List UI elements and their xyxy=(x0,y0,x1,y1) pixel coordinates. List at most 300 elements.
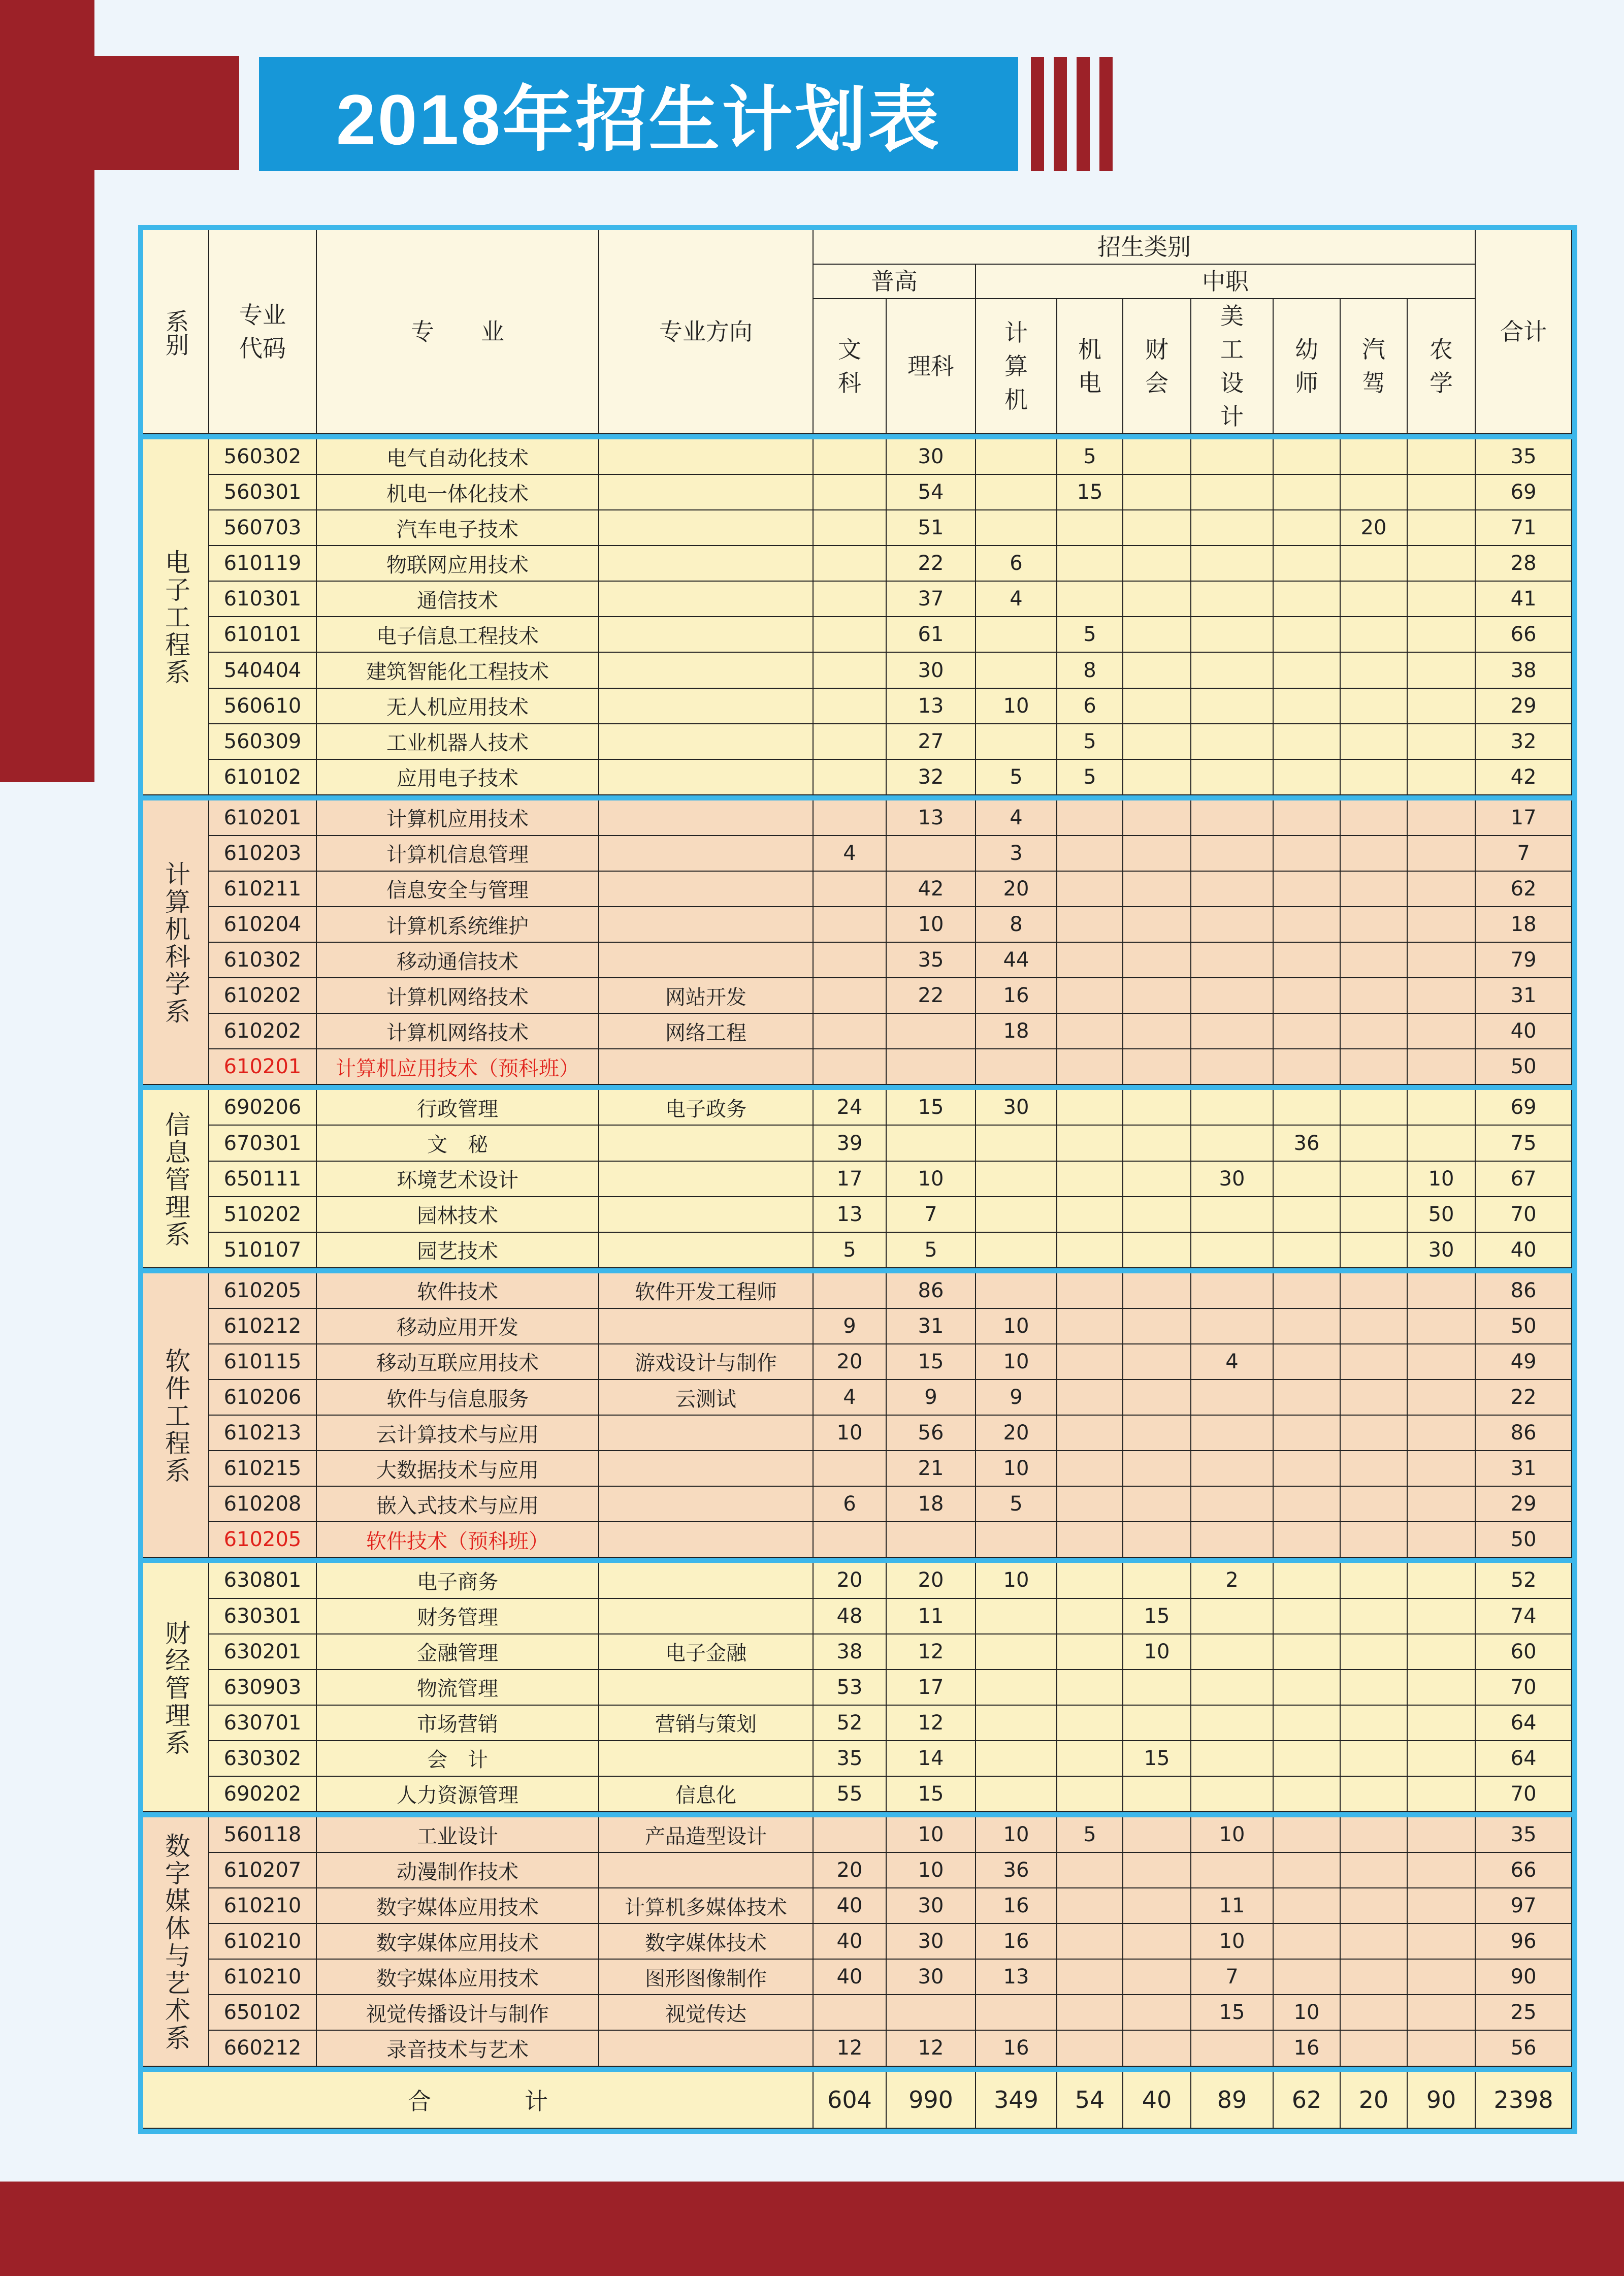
direction-cell xyxy=(599,943,814,978)
direction-cell xyxy=(599,1049,814,1085)
value-cell: 21 xyxy=(887,1451,976,1487)
value-cell: 12 xyxy=(814,2031,887,2066)
value-cell xyxy=(1057,1162,1123,1197)
grand-total: 2398 xyxy=(1476,2072,1572,2129)
row-total-cell: 70 xyxy=(1476,1670,1572,1706)
value-cell: 12 xyxy=(887,1706,976,1741)
value-cell xyxy=(887,1049,976,1085)
table-row xyxy=(143,1197,1572,1233)
value-cell: 16 xyxy=(976,2031,1057,2066)
value-cell xyxy=(1274,724,1341,760)
value-cell xyxy=(1123,800,1191,836)
direction-cell xyxy=(599,1197,814,1233)
code-cell: 610212 xyxy=(209,1309,317,1344)
direction-cell xyxy=(599,510,814,546)
value-cell: 15 xyxy=(887,1344,976,1380)
value-cell: 12 xyxy=(887,1634,976,1670)
table-row xyxy=(143,1634,1572,1670)
value-cell xyxy=(1341,1380,1408,1416)
value-cell xyxy=(1274,1487,1341,1522)
value-cell xyxy=(1191,872,1274,907)
major-cell: 机电一体化技术 xyxy=(317,475,599,510)
value-cell xyxy=(1274,1197,1341,1233)
value-cell xyxy=(1123,1924,1191,1960)
value-cell xyxy=(1123,1344,1191,1380)
value-cell xyxy=(1341,836,1408,872)
totals-value: 40 xyxy=(1123,2072,1191,2129)
major-cell: 计算机应用技术（预科班） xyxy=(317,1049,599,1085)
header-col: 美工设计 xyxy=(1191,299,1274,434)
value-cell xyxy=(1191,1416,1274,1451)
value-cell: 51 xyxy=(887,510,976,546)
value-cell xyxy=(814,439,887,475)
value-cell xyxy=(1191,439,1274,475)
value-cell xyxy=(1274,1670,1341,1706)
major-cell: 财务管理 xyxy=(317,1599,599,1634)
value-cell xyxy=(1191,1309,1274,1344)
row-total-cell: 66 xyxy=(1476,617,1572,653)
major-cell: 通信技术 xyxy=(317,582,599,617)
value-cell xyxy=(1408,907,1476,943)
code-cell: 610202 xyxy=(209,978,317,1014)
header-vocational: 中职 xyxy=(976,265,1476,299)
value-cell xyxy=(1341,1634,1408,1670)
table-row xyxy=(143,1049,1572,1085)
value-cell xyxy=(1408,1416,1476,1451)
value-cell xyxy=(1191,546,1274,582)
row-total-cell: 40 xyxy=(1476,1014,1572,1049)
value-cell xyxy=(1341,1995,1408,2031)
value-cell xyxy=(1408,978,1476,1014)
row-total-cell: 56 xyxy=(1476,2031,1572,2066)
direction-cell: 网站开发 xyxy=(599,978,814,1014)
value-cell xyxy=(1057,1309,1123,1344)
header-col: 汽驾 xyxy=(1341,299,1408,434)
row-total-cell: 86 xyxy=(1476,1273,1572,1309)
major-cell: 数字媒体应用技术 xyxy=(317,1888,599,1924)
value-cell xyxy=(1191,836,1274,872)
row-total-cell: 18 xyxy=(1476,907,1572,943)
value-cell xyxy=(1341,1162,1408,1197)
value-cell xyxy=(1408,1924,1476,1960)
value-cell: 55 xyxy=(814,1777,887,1812)
table-body xyxy=(143,434,1572,2129)
value-cell: 27 xyxy=(887,724,976,760)
value-cell: 30 xyxy=(887,439,976,475)
value-cell: 10 xyxy=(976,1451,1057,1487)
direction-cell: 图形图像制作 xyxy=(599,1960,814,1995)
title-stripe xyxy=(1054,57,1067,171)
row-total-cell: 74 xyxy=(1476,1599,1572,1634)
totals-value: 90 xyxy=(1408,2072,1476,2129)
value-cell xyxy=(1341,1563,1408,1598)
direction-cell: 营销与策划 xyxy=(599,1706,814,1741)
value-cell xyxy=(1057,800,1123,836)
table-row xyxy=(143,1706,1572,1741)
table-row xyxy=(143,1014,1572,1049)
value-cell: 10 xyxy=(976,689,1057,724)
value-cell: 10 xyxy=(1191,1924,1274,1960)
value-cell xyxy=(814,800,887,836)
value-cell xyxy=(1274,1344,1341,1380)
value-cell: 30 xyxy=(976,1090,1057,1126)
direction-cell xyxy=(599,1416,814,1451)
code-cell: 610203 xyxy=(209,836,317,872)
direction-cell: 电子政务 xyxy=(599,1090,814,1126)
value-cell xyxy=(1191,582,1274,617)
code-cell: 510107 xyxy=(209,1233,317,1268)
value-cell: 30 xyxy=(887,1924,976,1960)
value-cell xyxy=(1057,1924,1123,1960)
value-cell xyxy=(1408,724,1476,760)
direction-cell: 计算机多媒体技术 xyxy=(599,1888,814,1924)
value-cell: 50 xyxy=(1408,1197,1476,1233)
value-cell: 7 xyxy=(887,1197,976,1233)
value-cell xyxy=(1123,546,1191,582)
value-cell xyxy=(1123,653,1191,688)
value-cell: 10 xyxy=(1408,1162,1476,1197)
value-cell xyxy=(1408,1090,1476,1126)
value-cell xyxy=(1341,1049,1408,1085)
value-cell xyxy=(1057,907,1123,943)
table-row xyxy=(143,760,1572,795)
code-cell: 630903 xyxy=(209,1670,317,1706)
direction-cell xyxy=(599,1309,814,1344)
value-cell xyxy=(1274,943,1341,978)
value-cell xyxy=(1341,582,1408,617)
value-cell xyxy=(1191,617,1274,653)
value-cell xyxy=(1191,1522,1274,1558)
code-cell: 630801 xyxy=(209,1563,317,1598)
value-cell xyxy=(1057,546,1123,582)
value-cell xyxy=(814,1817,887,1853)
header-col: 农学 xyxy=(1408,299,1476,434)
direction-cell: 信息化 xyxy=(599,1777,814,1812)
value-cell xyxy=(1408,1670,1476,1706)
major-cell: 市场营销 xyxy=(317,1706,599,1741)
value-cell xyxy=(976,1599,1057,1634)
table-header xyxy=(143,230,1572,434)
value-cell xyxy=(1123,439,1191,475)
left-red-band xyxy=(0,0,94,782)
value-cell xyxy=(1341,1888,1408,1924)
table-row xyxy=(143,1090,1572,1126)
major-cell: 物联网应用技术 xyxy=(317,546,599,582)
value-cell xyxy=(1057,1888,1123,1924)
value-cell: 18 xyxy=(887,1487,976,1522)
major-cell: 汽车电子技术 xyxy=(317,510,599,546)
value-cell xyxy=(1057,1344,1123,1380)
table-row xyxy=(143,1233,1572,1268)
value-cell xyxy=(1408,1634,1476,1670)
table-row xyxy=(143,1817,1572,1853)
value-cell xyxy=(1057,1706,1123,1741)
direction-cell xyxy=(599,1599,814,1634)
value-cell: 20 xyxy=(814,1853,887,1888)
direction-cell xyxy=(599,2031,814,2066)
value-cell xyxy=(1191,1380,1274,1416)
code-cell: 560610 xyxy=(209,689,317,724)
major-cell: 数字媒体应用技术 xyxy=(317,1960,599,1995)
table-row xyxy=(143,1309,1572,1344)
code-cell: 610201 xyxy=(209,800,317,836)
value-cell xyxy=(976,1995,1057,2031)
header-dept: 系别 xyxy=(143,230,209,434)
table-row xyxy=(143,1599,1572,1634)
header-col: 文科 xyxy=(814,299,887,434)
value-cell xyxy=(1408,475,1476,510)
direction-cell: 云测试 xyxy=(599,1380,814,1416)
value-cell xyxy=(1274,1599,1341,1634)
code-cell: 610119 xyxy=(209,546,317,582)
value-cell xyxy=(1408,689,1476,724)
major-cell: 文 秘 xyxy=(317,1126,599,1161)
code-cell: 610207 xyxy=(209,1853,317,1888)
value-cell: 5 xyxy=(1057,760,1123,795)
value-cell xyxy=(1408,1888,1476,1924)
value-cell xyxy=(1341,1960,1408,1995)
major-cell: 无人机应用技术 xyxy=(317,689,599,724)
value-cell: 39 xyxy=(814,1126,887,1161)
value-cell xyxy=(1274,800,1341,836)
row-total-cell: 79 xyxy=(1476,943,1572,978)
value-cell xyxy=(1191,1233,1274,1268)
value-cell: 13 xyxy=(976,1960,1057,1995)
value-cell xyxy=(1341,653,1408,688)
value-cell xyxy=(1274,872,1341,907)
value-cell xyxy=(1274,1233,1341,1268)
value-cell xyxy=(1341,1416,1408,1451)
value-cell: 9 xyxy=(887,1380,976,1416)
value-cell xyxy=(1123,1487,1191,1522)
direction-cell xyxy=(599,1853,814,1888)
value-cell: 5 xyxy=(1057,724,1123,760)
value-cell xyxy=(1057,1049,1123,1085)
row-total-cell: 31 xyxy=(1476,978,1572,1014)
value-cell xyxy=(814,1995,887,2031)
value-cell xyxy=(1191,978,1274,1014)
value-cell xyxy=(1191,1049,1274,1085)
dept-cell: 计算机科学系 xyxy=(143,800,209,1085)
page-title: 2018年招生计划表 xyxy=(259,57,1018,171)
code-cell: 610301 xyxy=(209,582,317,617)
value-cell xyxy=(1191,1487,1274,1522)
value-cell xyxy=(814,1049,887,1085)
table-row xyxy=(143,1741,1572,1777)
value-cell xyxy=(1123,1888,1191,1924)
table-row xyxy=(143,617,1572,653)
value-cell: 4 xyxy=(976,582,1057,617)
value-cell xyxy=(976,724,1057,760)
direction-cell xyxy=(599,872,814,907)
enrollment-plan-table xyxy=(143,230,1572,2129)
direction-cell xyxy=(599,1126,814,1161)
value-cell xyxy=(1123,582,1191,617)
header-general: 普高 xyxy=(814,265,976,299)
value-cell xyxy=(1123,617,1191,653)
value-cell xyxy=(976,1233,1057,1268)
value-cell xyxy=(1341,1487,1408,1522)
code-cell: 630201 xyxy=(209,1634,317,1670)
value-cell xyxy=(1057,1233,1123,1268)
value-cell: 61 xyxy=(887,617,976,653)
value-cell xyxy=(976,1706,1057,1741)
value-cell xyxy=(1191,510,1274,546)
direction-cell xyxy=(599,724,814,760)
code-cell: 650102 xyxy=(209,1995,317,2031)
value-cell xyxy=(1123,1233,1191,1268)
value-cell xyxy=(1191,760,1274,795)
value-cell xyxy=(1408,582,1476,617)
code-cell: 560118 xyxy=(209,1817,317,1853)
value-cell: 31 xyxy=(887,1309,976,1344)
value-cell xyxy=(1123,724,1191,760)
value-cell xyxy=(976,1777,1057,1812)
major-cell: 信息安全与管理 xyxy=(317,872,599,907)
table-row xyxy=(143,1888,1572,1924)
value-cell: 6 xyxy=(1057,689,1123,724)
value-cell xyxy=(1341,1741,1408,1777)
value-cell xyxy=(1191,1853,1274,1888)
value-cell xyxy=(887,836,976,872)
row-total-cell: 66 xyxy=(1476,1853,1572,1888)
totals-value: 62 xyxy=(1274,2072,1341,2129)
value-cell xyxy=(1191,2031,1274,2066)
value-cell: 13 xyxy=(887,689,976,724)
row-total-cell: 22 xyxy=(1476,1380,1572,1416)
value-cell: 52 xyxy=(814,1706,887,1741)
value-cell xyxy=(1274,1014,1341,1049)
direction-cell xyxy=(599,1487,814,1522)
value-cell: 35 xyxy=(887,943,976,978)
value-cell xyxy=(1274,1309,1341,1344)
major-cell: 电子商务 xyxy=(317,1563,599,1598)
value-cell xyxy=(1123,872,1191,907)
row-total-cell: 40 xyxy=(1476,1233,1572,1268)
value-cell: 9 xyxy=(976,1380,1057,1416)
value-cell: 11 xyxy=(1191,1888,1274,1924)
direction-cell: 电子金融 xyxy=(599,1634,814,1670)
value-cell xyxy=(1274,907,1341,943)
value-cell: 36 xyxy=(976,1853,1057,1888)
value-cell xyxy=(1408,1817,1476,1853)
value-cell: 5 xyxy=(1057,617,1123,653)
direction-cell: 视觉传达 xyxy=(599,1995,814,2031)
value-cell xyxy=(1341,907,1408,943)
table-row xyxy=(143,1451,1572,1487)
value-cell xyxy=(1408,943,1476,978)
value-cell xyxy=(1408,872,1476,907)
value-cell: 10 xyxy=(814,1416,887,1451)
direction-cell: 游戏设计与制作 xyxy=(599,1344,814,1380)
code-cell: 610205 xyxy=(209,1522,317,1558)
value-cell xyxy=(1191,1451,1274,1487)
value-cell xyxy=(976,439,1057,475)
value-cell xyxy=(1408,546,1476,582)
table-row xyxy=(143,800,1572,836)
value-cell: 9 xyxy=(814,1309,887,1344)
row-total-cell: 32 xyxy=(1476,724,1572,760)
value-cell xyxy=(976,1273,1057,1309)
header-code: 专业代码 xyxy=(209,230,317,434)
value-cell xyxy=(814,617,887,653)
value-cell xyxy=(1057,1014,1123,1049)
value-cell: 15 xyxy=(1191,1995,1274,2031)
row-total-cell: 67 xyxy=(1476,1162,1572,1197)
value-cell xyxy=(1408,2031,1476,2066)
value-cell xyxy=(1057,1634,1123,1670)
value-cell xyxy=(1408,439,1476,475)
value-cell: 10 xyxy=(887,1817,976,1853)
value-cell xyxy=(1408,1014,1476,1049)
value-cell xyxy=(1274,1416,1341,1451)
table-row xyxy=(143,1924,1572,1960)
value-cell xyxy=(1057,1563,1123,1598)
row-total-cell: 70 xyxy=(1476,1777,1572,1812)
value-cell: 48 xyxy=(814,1599,887,1634)
value-cell: 5 xyxy=(1057,1817,1123,1853)
value-cell xyxy=(887,1014,976,1049)
row-total-cell: 25 xyxy=(1476,1995,1572,2031)
value-cell: 86 xyxy=(887,1273,976,1309)
value-cell xyxy=(1274,978,1341,1014)
totals-value: 54 xyxy=(1057,2072,1123,2129)
value-cell xyxy=(1274,1817,1341,1853)
row-total-cell: 64 xyxy=(1476,1741,1572,1777)
value-cell: 4 xyxy=(814,836,887,872)
value-cell xyxy=(1057,1126,1123,1161)
value-cell xyxy=(1274,689,1341,724)
table-row xyxy=(143,689,1572,724)
value-cell xyxy=(1191,1090,1274,1126)
value-cell: 5 xyxy=(976,1487,1057,1522)
table-row xyxy=(143,1380,1572,1416)
value-cell xyxy=(814,475,887,510)
value-cell xyxy=(1123,907,1191,943)
row-total-cell: 50 xyxy=(1476,1309,1572,1344)
value-cell xyxy=(1274,1162,1341,1197)
row-total-cell: 29 xyxy=(1476,689,1572,724)
value-cell xyxy=(1191,800,1274,836)
major-cell: 应用电子技术 xyxy=(317,760,599,795)
dept-cell: 电子工程系 xyxy=(143,439,209,795)
major-cell: 金融管理 xyxy=(317,1634,599,1670)
value-cell xyxy=(1274,760,1341,795)
major-cell: 移动应用开发 xyxy=(317,1309,599,1344)
header-category: 招生类别 xyxy=(814,230,1476,265)
row-total-cell: 35 xyxy=(1476,439,1572,475)
value-cell xyxy=(976,1522,1057,1558)
value-cell: 12 xyxy=(887,2031,976,2066)
value-cell xyxy=(1341,475,1408,510)
value-cell xyxy=(1408,1049,1476,1085)
code-cell: 510202 xyxy=(209,1197,317,1233)
value-cell xyxy=(1274,1634,1341,1670)
value-cell xyxy=(1123,1049,1191,1085)
code-cell: 610102 xyxy=(209,760,317,795)
footer-band xyxy=(0,2182,1624,2276)
direction-cell xyxy=(599,1741,814,1777)
value-cell xyxy=(1274,1563,1341,1598)
code-cell: 610115 xyxy=(209,1344,317,1380)
totals-label: 合 计 xyxy=(143,2072,814,2129)
header-major: 专 业 xyxy=(317,230,599,434)
value-cell xyxy=(1408,1126,1476,1161)
direction-cell: 软件开发工程师 xyxy=(599,1273,814,1309)
value-cell: 30 xyxy=(1191,1162,1274,1197)
value-cell xyxy=(814,943,887,978)
value-cell xyxy=(1274,1924,1341,1960)
